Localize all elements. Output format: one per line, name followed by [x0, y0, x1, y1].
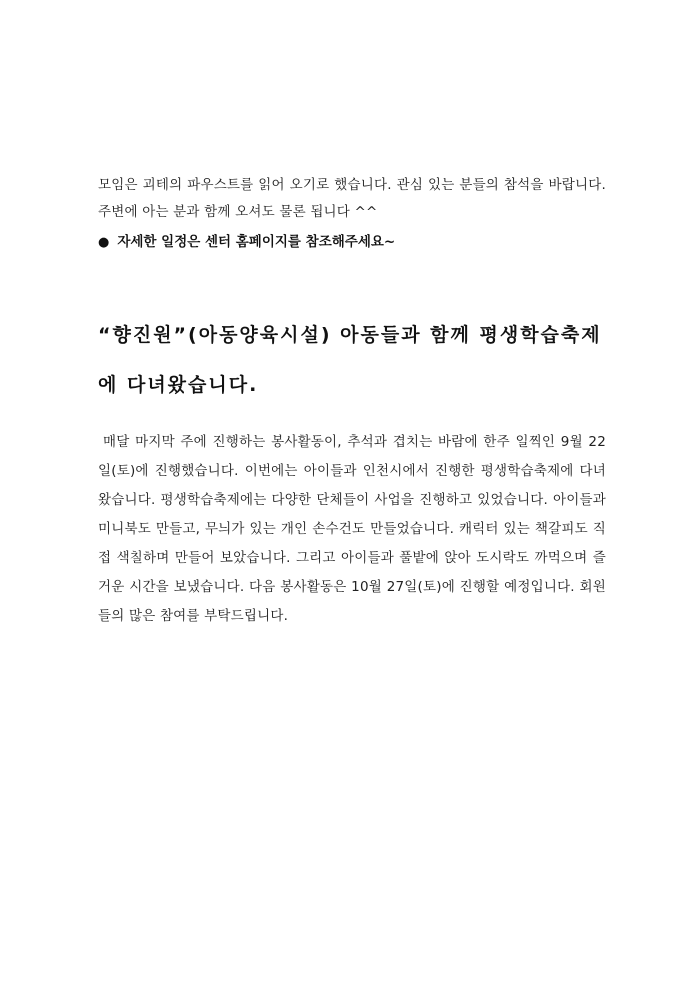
bullet-icon: ●	[98, 235, 110, 250]
notice-text: 자세한 일정은 센터 홈페이지를 참조해주세요~	[117, 234, 396, 250]
notice-line	[98, 229, 606, 256]
intro-text: 모임은 괴테의 파우스트를 읽어 오기로 했습니다. 관심 있는 분들의 참석을 바랍니다. 주변에 아는 분과 함께 오셔도 물론 됩니다 ^^	[98, 177, 606, 220]
article-body	[98, 428, 606, 631]
article-title: “향진원”(아동양육시설) 아동들과 함께 평생학습축제에 다녀왔습니다.	[98, 324, 602, 396]
intro-paragraph	[98, 172, 606, 226]
article-body-text: 매달 마지막 주에 진행하는 봉사활동이, 추석과 겹치는 바람에 한주 일찍인 9월 22일(토)에 진행했습니다. 이번에는 아이들과 인천시에서 진행한 평생학습축제에 다녀왔습니다. 평생학습축제에는 다양한 단체들이 사업을 진행하고 있었습니다. 아이들과 미니북도 만들고, 무늬가 있는 개인 손수건도 만들었습니다. 캐릭터 있는 책갈피도 직접 색칠하며 만들어 보았습니다. 그리고 아이들과 풀밭에 앉아 도시락도 까먹으며 즐거운 시간을 보냈습니다. 다음 봉사활동은 10월 27일(토)에 진행할 예정입니다. 회원들의 많은 참여를 부탁드립니다.	[98, 434, 606, 624]
